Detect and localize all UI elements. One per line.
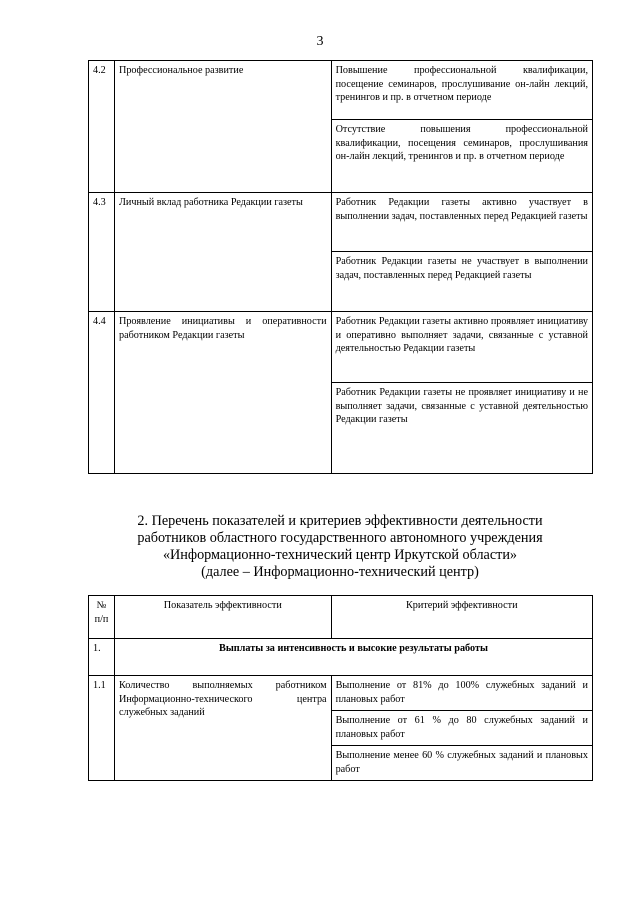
heading-line: «Информационно-технический центр Иркутской области» [162,547,518,563]
criterion-cell: Работник Редакции газеты не проявляет инициативу и не выполняет задачи, связанные с уставной деятельностью Редакции газеты [331,383,592,474]
heading-line: 2. Перечень показателей и критериев эффективности деятельности [137,513,543,529]
page-number: 3 [316,34,324,49]
criterion-cell: Работник Редакции газеты активно участвует в выполнении задач, поставленных перед Редакцией газеты [331,193,592,252]
indicator-cell: Профессиональное развитие [114,61,331,193]
section-number: 1. [89,639,115,676]
indicator-cell: Проявление инициативы и оперативности работником Редакции газеты [114,312,331,474]
criterion-cell: Выполнение от 81% до 100% служебных заданий и плановых работ [331,676,592,711]
table-row [89,61,593,120]
header-number: № п/п [89,596,115,639]
section-title: Выплаты за интенсивность и высокие результаты работы [114,639,592,676]
indicator-cell: Личный вклад работника Редакции газеты [114,193,331,312]
row-number: 4.2 [89,61,115,193]
table-header-row [89,596,593,639]
criterion-cell: Повышение профессиональной квалификации, посещение семинаров, прослушивание он-лайн лекций, тренингов и пр. в отчетном периоде [331,61,592,120]
header-criterion: Критерий эффективности [331,596,592,639]
section-heading [80,513,600,581]
criteria-table-4 [88,60,593,474]
heading-line: работников областного государственного автономного учреждения [137,530,543,546]
table-row [89,312,593,383]
indicator-cell: Количество выполняемых работником Информационно-технического центра служебных заданий [114,676,331,781]
criterion-cell: Выполнение от 61 % до 80 служебных заданий и плановых работ [331,711,592,746]
row-number: 4.4 [89,312,115,474]
table-row [89,193,593,252]
header-indicator: Показатель эффективности [114,596,331,639]
row-number: 4.3 [89,193,115,312]
criterion-cell: Выполнение менее 60 % служебных заданий и плановых работ [331,746,592,781]
criterion-cell: Работник Редакции газеты активно проявляет инициативу и оперативно выполняет задачи, связанные с уставной деятельностью Редакции газеты [331,312,592,383]
table-row [89,676,593,711]
row-number: 1.1 [89,676,115,781]
criteria-table-2 [88,595,593,781]
section-row [89,639,593,676]
criterion-cell: Отсутствие повышения профессиональной квалификации, посещения семинаров, прослушивания он-лайн лекций, тренингов и пр. в отчетном периоде [331,120,592,193]
heading-line: (далее – Информационно-технический центр) [201,564,479,580]
criterion-cell: Работник Редакции газеты не участвует в выполнении задач, поставленных перед Редакцией газеты [331,252,592,312]
